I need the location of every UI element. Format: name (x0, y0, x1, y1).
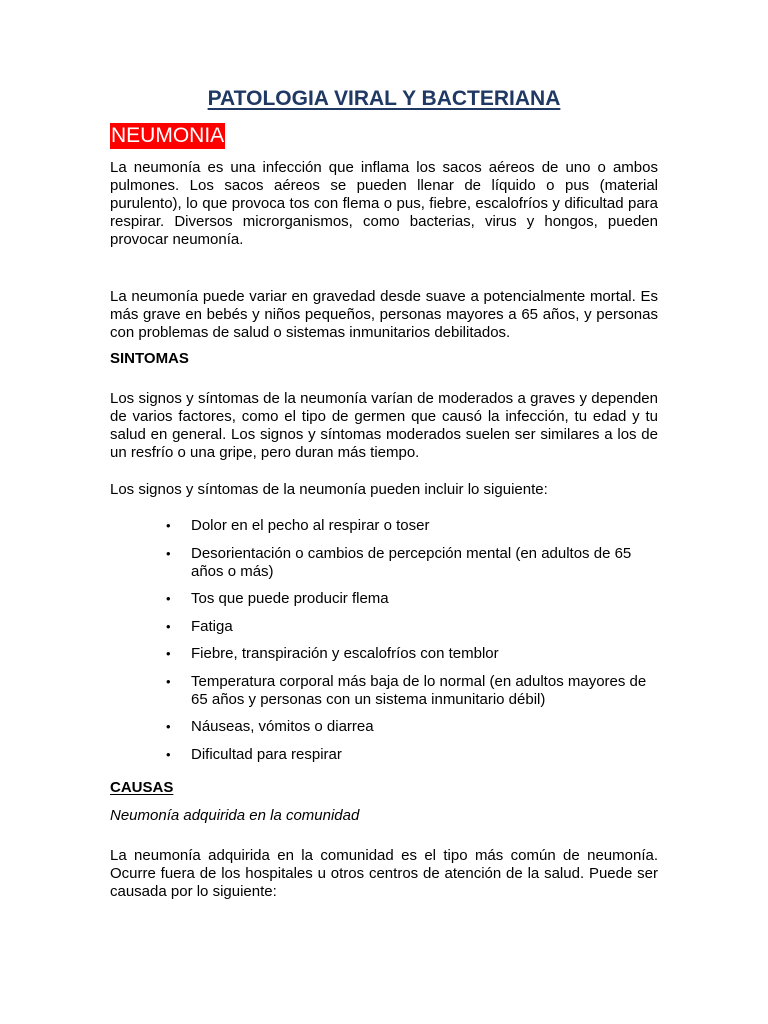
list-item-text: Fiebre, transpiración y escalofríos con temblor (191, 645, 499, 662)
section-heading-neumonia: NEUMONIA (111, 124, 225, 147)
intro-paragraph-1: La neumonía es una infección que inflama los sacos aéreos de uno o ambos pulmones. Los sacos aéreos se pueden llenar de líquido o pus (material purulento), lo que provoca tos con flema o pus, fiebre, escalofríos y dificultad para respirar. Diversos microrganismos, como bacterias, virus y hongos, pueden provocar neumonía. (110, 159, 658, 248)
bullet-icon: • (166, 674, 171, 689)
bullet-icon: • (166, 747, 171, 762)
causes-paragraph: La neumonía adquirida en la comunidad es el tipo más común de neumonía. Ocurre fuera de los hospitales u otros centros de atención de la salud. Puede ser causada por lo siguiente: (110, 847, 658, 900)
symptoms-heading: SINTOMAS (110, 350, 189, 367)
bullet-icon: • (166, 619, 171, 634)
list-item-text: Desorientación o cambios de percepción mental (en adultos de 65 años o más) (191, 545, 632, 580)
list-item-text: Dolor en el pecho al respirar o toser (191, 517, 430, 534)
bullet-icon: • (166, 646, 171, 661)
list-item-text: Fatiga (191, 618, 233, 635)
list-item-text: Dificultad para respirar (191, 746, 342, 763)
symptoms-paragraph-2: Los signos y síntomas de la neumonía pueden incluir lo siguiente: (110, 481, 548, 498)
causes-heading: CAUSAS (110, 779, 174, 796)
list-item-text: Náuseas, vómitos o diarrea (191, 718, 374, 735)
symptoms-paragraph-1: Los signos y síntomas de la neumonía varían de moderados a graves y dependen de varios factores, como el tipo de germen que causó la infección, tu edad y tu salud en general. Los signos y síntomas moderados suelen ser similares a los de un resfrío o una gripe, pero duran más tiempo. (110, 390, 658, 461)
bullet-icon: • (166, 719, 171, 734)
intro-paragraph-2: La neumonía puede variar en gravedad desde suave a potencialmente mortal. Es más grave en bebés y niños pequeños, personas mayores a 65 años, y personas con problemas de salud o sistemas inmunitarios debilitados. (110, 288, 658, 341)
list-item-text: Tos que puede producir flema (191, 590, 389, 607)
bullet-icon: • (166, 518, 171, 533)
causes-subheading: Neumonía adquirida en la comunidad (110, 807, 360, 824)
bullet-icon: • (166, 591, 171, 606)
list-item-text: Temperatura corporal más baja de lo normal (en adultos mayores de 65 años y personas con un sistema inmunitario débil) (191, 673, 647, 708)
document-title: PATOLOGIA VIRAL Y BACTERIANA (207, 87, 561, 110)
bullet-icon: • (166, 546, 171, 561)
